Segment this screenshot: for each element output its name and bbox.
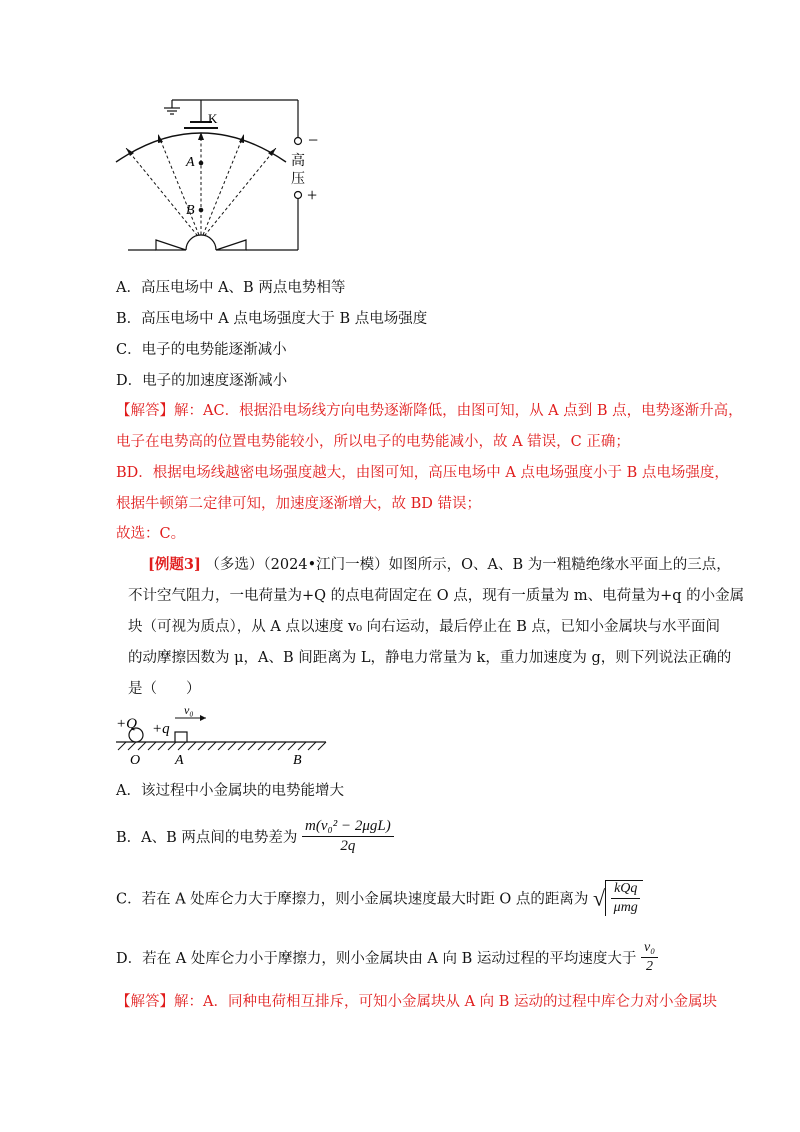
q2-option-b-text: B．A、B 两点间的电势差为 <box>116 830 298 846</box>
potential-difference-fraction <box>302 818 394 855</box>
metal-block <box>175 732 187 742</box>
point-a-label: A <box>186 155 195 170</box>
q1-option-d: D．电子的加速度逐渐减小 <box>116 373 288 389</box>
q1-answer-line-4: 根据牛顿第二定律可知，加速度逐渐增大，故 BD 错误； <box>116 496 481 512</box>
q1-answer-line-2: 电子在电势高的位置电势能较小，所以电子的电势能减小，故 A 错误，C 正确； <box>116 434 630 450</box>
q2-option-b <box>116 818 394 855</box>
q2-option-d-text: D．若在 A 处库仑力小于摩擦力，则小金属块由 A 向 B 运动过程的平均速度大于 <box>116 951 637 967</box>
hv-label-1: 高 <box>291 154 305 169</box>
point-b-label: B <box>293 753 302 768</box>
charge-q-small-label: +q <box>152 721 170 737</box>
example3-line-2: 不计空气阻力，一电荷量为+Q 的点电荷固定在 O 点，现有一质量为 m、电荷量为+q 的小金属 <box>128 588 745 604</box>
point-a-label: A <box>175 753 184 768</box>
negative-terminal <box>295 138 302 145</box>
radicand <box>605 880 643 916</box>
surface-hatching <box>118 742 326 750</box>
point-o-label: O <box>130 753 141 768</box>
hv-label-2: 压 <box>291 172 305 187</box>
sqrt-expression <box>593 880 643 916</box>
fraction-numerator: kQq <box>611 881 640 899</box>
field-line-4 <box>201 134 244 240</box>
fraction-denominator: μmg <box>613 900 638 915</box>
q2-answer-line-1: 【解答】解：A．同种电荷相互排斥，可知小金属块从 A 向 B 运动的过程中库仑力对小金属块 <box>116 994 718 1010</box>
surface-diagram <box>112 700 342 772</box>
cathode-dome <box>186 235 216 250</box>
q2-option-c-text: C．若在 A 处库仑力大于摩擦力，则小金属块速度最大时距 O 点的距离为 <box>116 891 589 908</box>
positive-terminal <box>295 192 302 199</box>
charge-q-big-label: +Q <box>116 716 137 732</box>
example3-line-3: 块（可视为质点），从 A 点以速度 v₀ 向右运动，最后停止在 B 点，已知小金属块与水平面间 <box>128 619 721 635</box>
q1-answer-line-5: 故选：C。 <box>116 526 186 542</box>
minus-sign: − <box>308 130 319 150</box>
example3-tag: [例题3] <box>148 556 201 573</box>
base-wedge-left <box>156 240 186 250</box>
example3-line-4: 的动摩擦因数为 μ，A、B 间距离为 L，静电力常量为 k，重力加速度为 g，则下列说法正确的 <box>128 650 732 666</box>
example3-line-1 <box>148 553 731 574</box>
q1-option-c: C．电子的电势能逐渐减小 <box>116 342 287 358</box>
distance-fraction <box>611 881 640 916</box>
q1-answer-line-3: BD．根据电场线越密电场强度越大，由图可知，高压电场中 A 点电场强度小于 B 点电场强度， <box>116 465 729 481</box>
base-wedge-right <box>216 240 246 250</box>
fraction-denominator: 2q <box>340 838 356 854</box>
fraction-numerator: v₀ <box>641 940 658 958</box>
fraction-denominator: 2 <box>646 959 654 974</box>
q1-option-b: B．高压电场中 A 点电场强度大于 B 点电场强度 <box>116 311 428 327</box>
example3-line-1-text: （多选）（2024•江门一模）如图所示，O、A、B 为一粗糙绝缘水平面上的三点， <box>205 557 731 573</box>
average-velocity-fraction <box>641 940 658 975</box>
plus-sign: + <box>307 185 318 205</box>
q2-option-d <box>116 940 658 975</box>
q2-option-c <box>116 880 643 916</box>
velocity-arrowhead <box>200 715 206 721</box>
q1-answer-line-1: 【解答】解：AC．根据沿电场线方向电势逐渐降低，由图可知，从 A 点到 B 点，电势逐渐升高， <box>116 403 743 419</box>
q1-option-a: A．高压电场中 A、B 两点电势相等 <box>116 280 346 296</box>
radical-sign: √ <box>593 885 606 911</box>
field-line-5 <box>201 148 276 240</box>
switch-label: K <box>208 111 218 126</box>
point-b-dot <box>199 208 204 213</box>
point-a-dot <box>199 161 204 166</box>
q2-option-a: A．该过程中小金属块的电势能增大 <box>116 783 344 799</box>
field-line-2 <box>158 134 201 240</box>
high-voltage-diagram <box>100 90 340 260</box>
fraction-numerator: m(v₀² − 2μgL) <box>302 818 394 837</box>
point-b-label: B <box>186 203 195 218</box>
example3-line-5: 是（ ） <box>128 681 201 697</box>
velocity-label: v₀ <box>184 703 194 717</box>
